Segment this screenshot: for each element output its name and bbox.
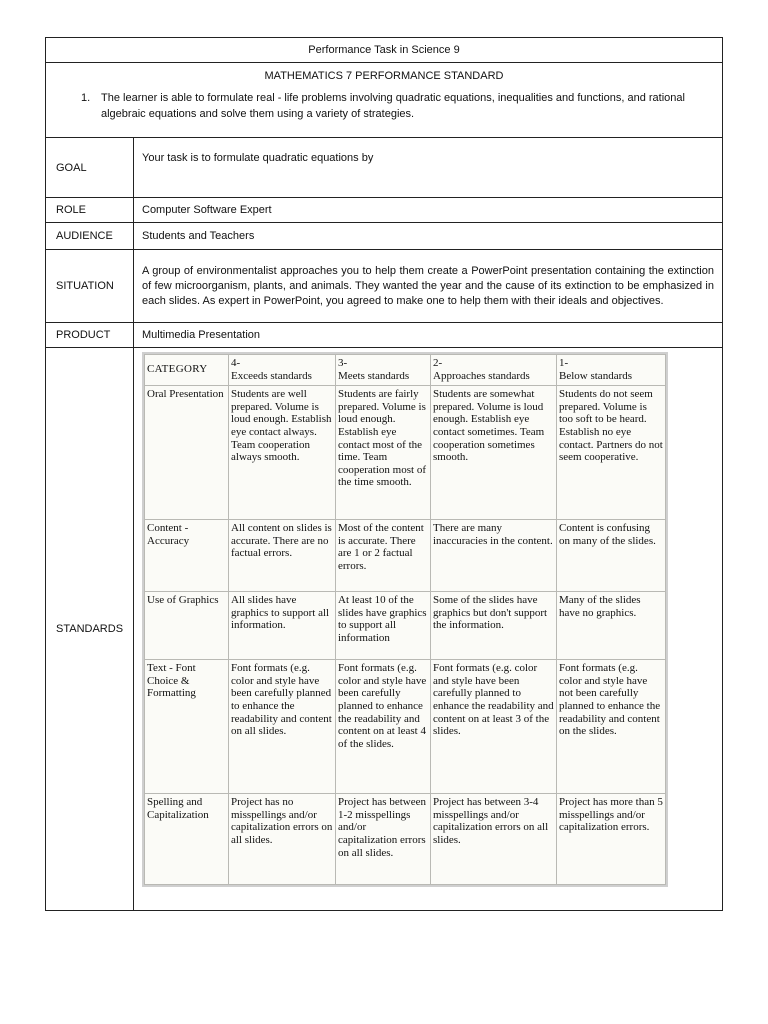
- audience-row: [46, 223, 723, 250]
- document-title: Performance Task in Science 9: [46, 38, 723, 63]
- rubric-cell-level-4: All slides have graphics to support all information.: [229, 592, 336, 660]
- level-4-title: Exceeds standards: [231, 369, 312, 382]
- level-3-title: Meets standards: [338, 369, 410, 382]
- level-2-number: 2-: [433, 357, 443, 369]
- rubric-cell-level-4: Students are well prepared. Volume is loud enough. Establish eye contact always. Team cooperation always smooth.: [229, 386, 336, 520]
- performance-standard-cell: [46, 63, 723, 138]
- rubric-table: [144, 354, 666, 885]
- rubric-cell-level-4: Font formats (e.g. color and style have been carefully planned to enhance the readability and content on all slides.: [229, 660, 336, 794]
- level-4-number: 4-: [231, 357, 241, 369]
- rubric-row-oral-presentation: [145, 386, 666, 520]
- rubric-category: Spelling and Capitalization: [145, 794, 229, 885]
- rubric-cell-level-1: Many of the slides have no graphics.: [557, 592, 666, 660]
- rubric-header-row: [145, 355, 666, 386]
- rubric-row-spelling-capitalization: [145, 794, 666, 885]
- rubric-cell-level-1: Students do not seem prepared. Volume is too soft to be heard. Establish no eye contact. Partners do not seem cooperative.: [557, 386, 666, 520]
- rubric-category: Use of Graphics: [145, 592, 229, 660]
- rubric-row-use-of-graphics: [145, 592, 666, 660]
- role-label: ROLE: [46, 198, 134, 223]
- performance-task-document: [45, 37, 722, 911]
- product-label: PRODUCT: [46, 323, 134, 348]
- rubric-category: Text - Font Choice & Formatting: [145, 660, 229, 794]
- audience-label: AUDIENCE: [46, 223, 134, 250]
- rubric-cell-level-3: Most of the content is accurate. There are 1 or 2 factual errors.: [336, 520, 431, 592]
- role-value: Computer Software Expert: [134, 198, 723, 223]
- role-row: [46, 198, 723, 223]
- rubric-cell-level-3: Students are fairly prepared. Volume is loud enough. Establish eye contact most of the time. Team cooperation most of the time smooth.: [336, 386, 431, 520]
- rubric-header-level-1: [557, 355, 666, 386]
- rubric-cell-level-1: Font formats (e.g. color and style have not been carefully planned to enhance the readability and content on the slides.: [557, 660, 666, 794]
- rubric-cell-level-3: Font formats (e.g. color and style have been carefully planned to enhance the readability and content on at least 4 of the slides.: [336, 660, 431, 794]
- rubric-cell-level-2: Project has between 3-4 misspellings and/or capitalization errors on all slides.: [431, 794, 557, 885]
- rubric-cell-level-2: Font formats (e.g. color and style have been carefully planned to enhance the readability and content on at least 3 of the slides.: [431, 660, 557, 794]
- rubric-cell-level-2: Students are somewhat prepared. Volume is loud enough. Establish eye contact sometimes. Team cooperation sometimes smooth.: [431, 386, 557, 520]
- goal-row: [46, 138, 723, 198]
- rubric-cell-level-1: Content is confusing on many of the slides.: [557, 520, 666, 592]
- rubric-header-level-4: [229, 355, 336, 386]
- situation-value: A group of environmentalist approaches you to help them create a PowerPoint presentation containing the extinction of few microorganism, plants, and animals. They wanted the year and the cause of its extinction to be emphasized in each slides. As expert in PowerPoint, you agreed to make one to help them with their ideals and objectives.: [134, 250, 723, 323]
- level-1-number: 1-: [559, 357, 569, 369]
- performance-standard-item: [47, 82, 721, 136]
- level-1-title: Below standards: [559, 369, 633, 382]
- goal-label: GOAL: [46, 138, 134, 198]
- level-3-number: 3-: [338, 357, 348, 369]
- rubric-cell-level-2: There are many inaccuracies in the content.: [431, 520, 557, 592]
- rubric-header-category: CATEGORY: [145, 355, 229, 386]
- rubric-row-content-accuracy: [145, 520, 666, 592]
- rubric-cell-level-1: Project has more than 5 misspellings and/or capitalization errors.: [557, 794, 666, 885]
- standards-label: STANDARDS: [46, 348, 134, 911]
- rubric-category: Content - Accuracy: [145, 520, 229, 592]
- situation-label: SITUATION: [46, 250, 134, 323]
- rubric-header-level-2: [431, 355, 557, 386]
- standard-item-number: 1.: [81, 92, 91, 104]
- rubric-category: Oral Presentation: [145, 386, 229, 520]
- rubric-header-level-3: [336, 355, 431, 386]
- level-2-title: Approaches standards: [433, 369, 530, 382]
- rubric-cell-level-3: At least 10 of the slides have graphics to support all information: [336, 592, 431, 660]
- audience-value: Students and Teachers: [134, 223, 723, 250]
- task-table: [45, 37, 723, 911]
- performance-standard-heading: MATHEMATICS 7 PERFORMANCE STANDARD: [264, 70, 504, 82]
- product-row: [46, 323, 723, 348]
- rubric-cell-level-2: Some of the slides have graphics but don't support the information.: [431, 592, 557, 660]
- rubric-cell-level-4: All content on slides is accurate. There are no factual errors.: [229, 520, 336, 592]
- rubric-cell-level-3: Project has between 1-2 misspellings and/or capitalization errors on all slides.: [336, 794, 431, 885]
- standard-item-text: The learner is able to formulate real - life problems involving quadratic equations, inequalities and functions, and rational algebraic equations and solve them using a variety of strategies.: [101, 92, 685, 120]
- rubric-row-text-font-choice: [145, 660, 666, 794]
- goal-value: Your task is to formulate quadratic equations by: [134, 138, 723, 198]
- standards-row: [46, 348, 723, 911]
- product-value: Multimedia Presentation: [134, 323, 723, 348]
- rubric-cell-level-4: Project has no misspellings and/or capitalization errors on all slides.: [229, 794, 336, 885]
- standards-value: [134, 348, 723, 911]
- situation-row: [46, 250, 723, 323]
